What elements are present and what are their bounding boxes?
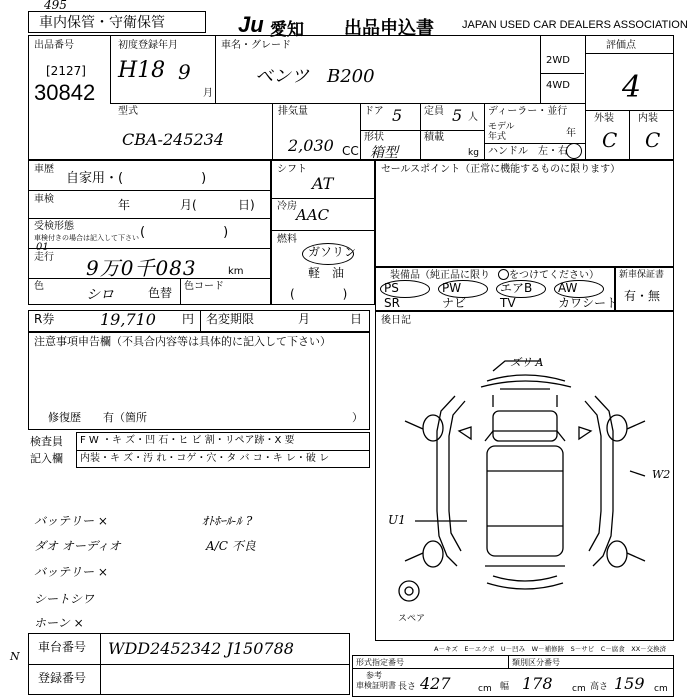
aircon-label: 冷房 bbox=[277, 201, 297, 212]
model-year-label: モデル年式 bbox=[488, 122, 515, 142]
inspection-note: ホーン × bbox=[34, 616, 84, 630]
storage-box bbox=[28, 11, 206, 33]
receive-label: 受検形態 bbox=[34, 221, 74, 232]
registration-month-unit: 月 bbox=[203, 88, 213, 99]
shaken-year: 年 bbox=[118, 198, 131, 212]
color-change-label: 色替 bbox=[148, 286, 173, 300]
year-unit: 年 bbox=[566, 128, 576, 139]
diagram-left-mark: U1 bbox=[388, 513, 406, 527]
inspector-int-line: 内装・キ ズ・汚 れ・コゲ・穴・タ バ コ・キ レ・破 レ bbox=[80, 453, 330, 464]
inspector-label2: 記入欄 bbox=[30, 452, 63, 465]
ext-value: C bbox=[602, 128, 618, 152]
handle-circle bbox=[566, 143, 582, 159]
cert-label: 車検証明書 bbox=[356, 681, 396, 690]
length-value: 427 bbox=[420, 674, 451, 693]
displacement-unit: CC bbox=[342, 144, 359, 158]
repair-close: ） bbox=[352, 411, 363, 424]
inspector-fw-line: F W ・キ ズ・凹 石・ヒ ビ 割・リペア跡・X 要 bbox=[80, 435, 295, 446]
deadline-day: 日 bbox=[350, 312, 363, 326]
header-scribble: 495 bbox=[44, 0, 67, 12]
chassis-prefix: N bbox=[10, 650, 20, 663]
sales-point-label: セールスポイント（正常に機能するものに限ります） bbox=[381, 164, 621, 175]
recycle-unit: 円 bbox=[182, 312, 195, 326]
equipment-item: エアB bbox=[500, 281, 533, 295]
mileage-unit: km bbox=[228, 266, 244, 277]
chassis-value: WDD2452342 J150788 bbox=[108, 639, 294, 658]
diagram-title: 後日記 bbox=[381, 315, 411, 326]
inspection-note: バッテリー × bbox=[34, 565, 108, 579]
fuel-diesel: 軽 油 bbox=[308, 266, 345, 280]
plate-label: 登録番号 bbox=[38, 671, 87, 685]
equipment-item: TV bbox=[500, 296, 516, 310]
equipment-label: 装備品（純正品に限り bbox=[390, 270, 490, 281]
aircon-value: AAC bbox=[296, 206, 330, 224]
height-unit: cm bbox=[654, 684, 668, 694]
equipment-item: ナビ bbox=[442, 296, 467, 310]
history-value: 自家用・( ) bbox=[66, 171, 207, 186]
shape-label: 形状 bbox=[364, 132, 384, 143]
legend: A－キズ E－エクボ U－凹み W－補修跡 S－サビ C－腐食 XX－交換済 bbox=[434, 645, 667, 653]
mileage-scribble: 01 bbox=[36, 242, 49, 253]
load-label: 積載 bbox=[424, 132, 444, 143]
class-label: 類別区分番号 bbox=[512, 658, 560, 667]
fuel-paren: ( ) bbox=[290, 287, 348, 301]
width-value: 178 bbox=[522, 674, 553, 693]
history-label: 車歴 bbox=[34, 164, 54, 175]
equipment-item: PW bbox=[442, 281, 462, 295]
association-name: JAPAN USED CAR DEALERS ASSOCIATION bbox=[462, 19, 688, 31]
sales-point bbox=[375, 160, 674, 267]
shift-label: シフト bbox=[277, 164, 307, 175]
width-label: 幅 bbox=[500, 682, 510, 692]
receive-note: 車検付きの場合は記入して下さい bbox=[34, 234, 139, 242]
lot-label: 出品番号 bbox=[34, 40, 74, 51]
recycle-value: 19,710 bbox=[100, 310, 156, 329]
warranty-label: 新車保証書 bbox=[619, 270, 665, 280]
shaken-day: 日) bbox=[238, 198, 255, 212]
warranty-options: 有・無 bbox=[624, 289, 661, 303]
height-label: 高さ bbox=[590, 682, 609, 692]
length-label: 長さ bbox=[398, 682, 417, 692]
registration-month: 9 bbox=[178, 60, 191, 84]
length-unit: cm bbox=[478, 684, 492, 694]
fuel-label: 燃料 bbox=[277, 234, 297, 245]
equipment-circle-mark bbox=[498, 269, 509, 280]
mileage-value: 9万0千083 bbox=[86, 256, 197, 280]
model-value: ベンツ B200 bbox=[255, 66, 375, 87]
inspection-note-right-0: ｵﾄﾎｰﾙ-ﾙ ? bbox=[202, 514, 253, 528]
ext-label: 外装 bbox=[594, 113, 614, 124]
model-label: 車名・グレード bbox=[221, 40, 291, 51]
mileage-label: 走行 bbox=[34, 252, 54, 263]
inspector-label1: 検査員 bbox=[30, 435, 63, 448]
type-value: CBA-245234 bbox=[122, 130, 225, 149]
int-value: C bbox=[645, 128, 661, 152]
door-label: ドア bbox=[364, 106, 384, 117]
displacement-value: 2,030 bbox=[288, 136, 334, 155]
notes-label: 注意事項申告欄（不具合内容等は具体的に記入して下さい） bbox=[34, 335, 331, 348]
spare-label: スペア bbox=[398, 614, 426, 624]
storage-label: 車内保管・守衛保管 bbox=[39, 15, 165, 31]
deadline-month: 月 bbox=[298, 312, 311, 326]
inspection-note-right-1: A/C 不良 bbox=[206, 539, 256, 553]
color-value: シロ bbox=[86, 287, 114, 303]
shape-value: 箱型 bbox=[370, 145, 398, 161]
color-label: 色 bbox=[34, 281, 44, 292]
dealer-label: ディーラー・並行 bbox=[488, 106, 568, 117]
load-unit: kg bbox=[468, 148, 479, 158]
shift-value: AT bbox=[312, 174, 334, 193]
width-unit: cm bbox=[572, 684, 586, 694]
logo-region: 愛知 bbox=[270, 20, 304, 40]
inspection-note: シートシワ bbox=[34, 592, 95, 606]
drive-2wd: 2WD bbox=[546, 55, 570, 66]
recycle-label: R券 bbox=[34, 312, 55, 326]
handle-label: ハンドル 左・右 bbox=[488, 146, 568, 157]
fuel-gas: ガソリン bbox=[308, 245, 357, 259]
chassis-label: 車台番号 bbox=[38, 640, 87, 654]
score-value: 4 bbox=[622, 70, 642, 105]
displacement-label: 排気量 bbox=[278, 106, 308, 117]
diagram-right-mark: W2 bbox=[652, 468, 671, 481]
registration-label: 初度登録年月 bbox=[118, 40, 178, 51]
shaken-label: 車検 bbox=[34, 194, 54, 205]
diagram-top-mark: ズリ A bbox=[510, 356, 544, 369]
score-label: 評価点 bbox=[606, 40, 636, 51]
equipment-label2: をつけてください） bbox=[509, 270, 599, 281]
equipment-item: SR bbox=[384, 296, 400, 310]
equipment-item: AW bbox=[558, 281, 578, 295]
lot-number: 30842 bbox=[34, 80, 96, 105]
lot-sub: [2127] bbox=[46, 64, 86, 78]
deadline-label: 名変期限 bbox=[206, 312, 255, 326]
recycle-row bbox=[28, 310, 370, 332]
shaken-month: 月( bbox=[180, 198, 197, 212]
equipment-item: カワシート bbox=[558, 296, 619, 310]
fuel-gas-circle bbox=[302, 243, 357, 265]
form-title: 出品申込書 bbox=[344, 18, 434, 39]
door-value: 5 bbox=[392, 106, 403, 125]
capacity-label: 定員 bbox=[424, 106, 444, 117]
equipment-item: PS bbox=[384, 281, 399, 295]
int-label: 内装 bbox=[638, 113, 658, 124]
form-label: 形式指定番号 bbox=[356, 658, 404, 667]
ju-logo: Ju bbox=[238, 12, 264, 37]
height-value: 159 bbox=[614, 674, 645, 693]
inspection-note: ダオ オーディオ bbox=[34, 539, 121, 553]
inspection-note: バッテリー × bbox=[34, 514, 108, 528]
registration-era: H18 bbox=[118, 58, 166, 83]
repair-label: 修復歴 有（箇所 bbox=[48, 411, 147, 424]
color-code-label: 色コード bbox=[184, 281, 224, 292]
type-label: 型式 bbox=[118, 106, 138, 117]
ref-label: 参考 bbox=[366, 671, 382, 680]
receive-paren: ( ) bbox=[140, 225, 229, 240]
drive-4wd: 4WD bbox=[546, 80, 570, 91]
capacity-value: 5 bbox=[452, 106, 463, 125]
capacity-unit: 人 bbox=[468, 112, 478, 123]
